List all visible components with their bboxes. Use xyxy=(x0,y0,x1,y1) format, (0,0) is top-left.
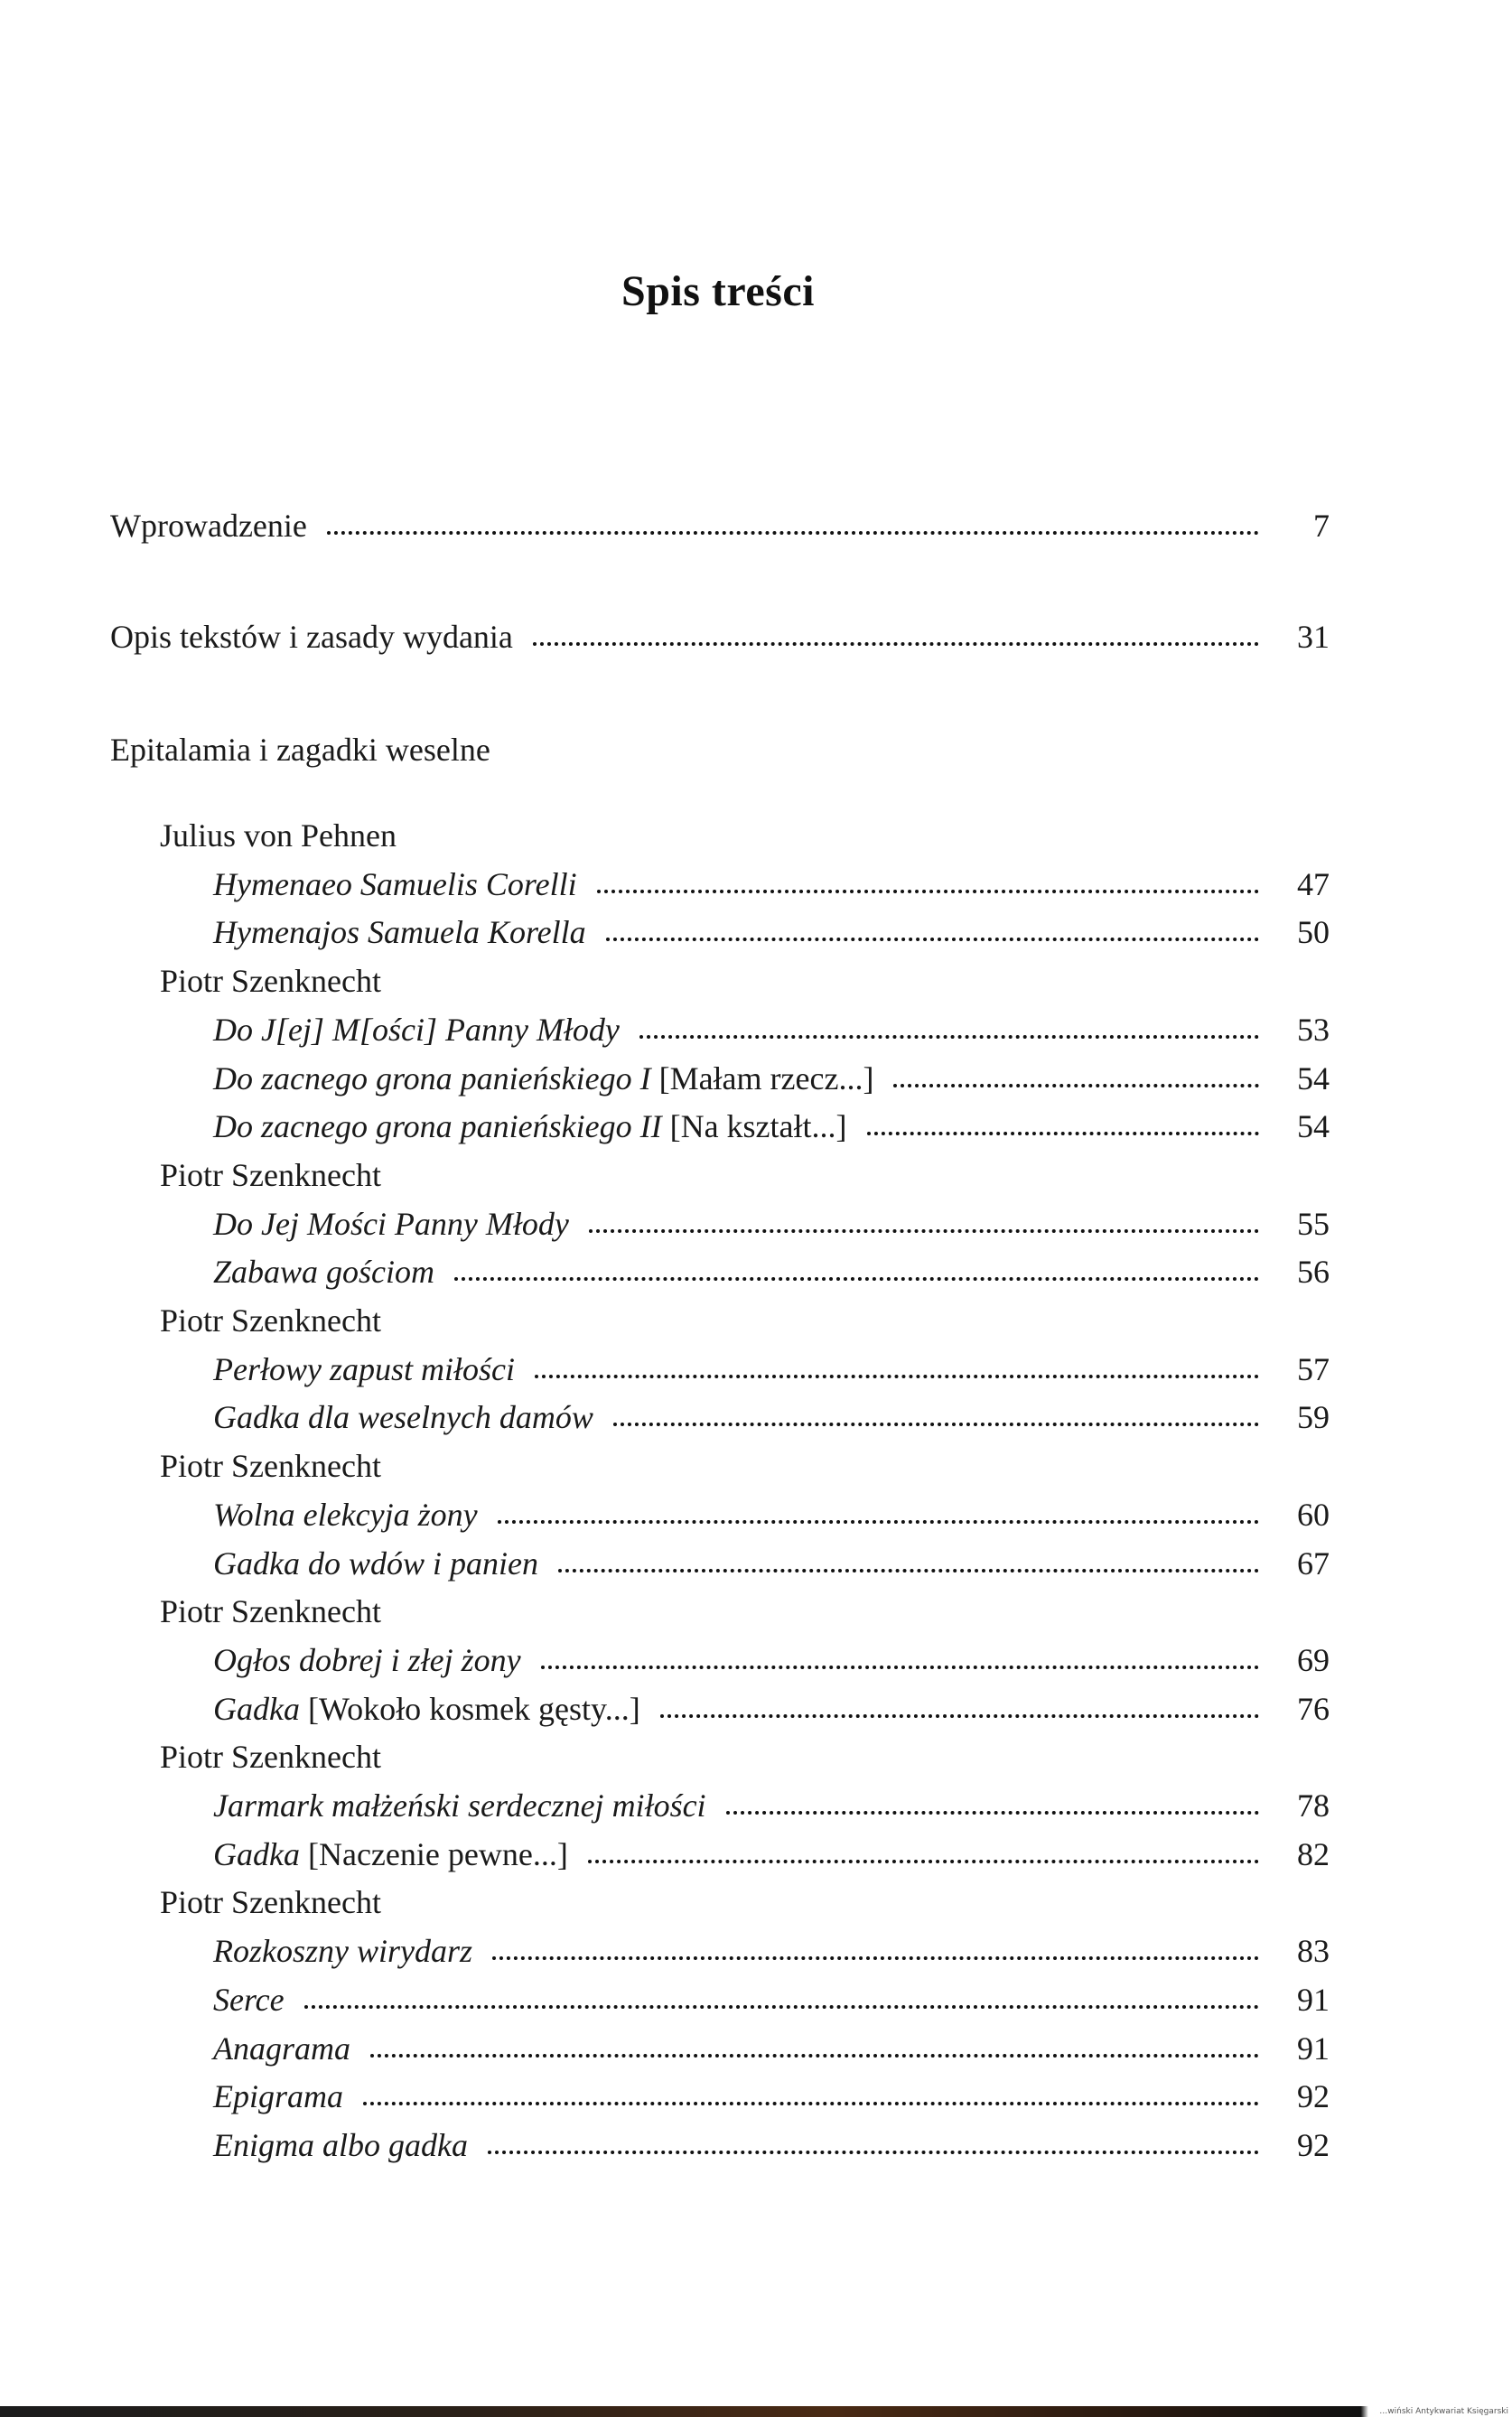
toc-label xyxy=(0,1975,285,2024)
toc-entry[interactable] xyxy=(0,1927,1512,1975)
page-number: 31 xyxy=(1297,619,1330,655)
toc-title: Piotr Szenknecht xyxy=(160,1739,381,1776)
toc-title: Epigrama xyxy=(213,2078,343,2115)
toc-label xyxy=(0,1539,538,1588)
toc-entry[interactable] xyxy=(0,1490,1512,1539)
toc-section xyxy=(0,725,1512,774)
toc-note: [Wokoło kosmek gęsty...] xyxy=(307,1690,640,1727)
dot-leader xyxy=(533,641,1259,646)
toc-entry[interactable] xyxy=(0,1781,1512,1830)
dot-leader xyxy=(327,530,1259,535)
toc-label xyxy=(0,1878,381,1927)
toc-label xyxy=(0,860,577,909)
toc-label xyxy=(0,1151,381,1199)
toc-label xyxy=(0,725,490,774)
dot-leader xyxy=(488,2150,1259,2154)
toc-entry[interactable] xyxy=(0,2121,1512,2170)
dot-leader xyxy=(660,1713,1259,1718)
toc-author xyxy=(0,1732,1512,1781)
toc-title: Gadka xyxy=(213,1835,300,1872)
toc-title: Piotr Szenknecht xyxy=(160,1448,381,1485)
toc-label xyxy=(0,2024,350,2073)
toc-title: Gadka do wdów i panien xyxy=(213,1544,538,1582)
toc-title: Epitalamia i zagadki weselne xyxy=(110,732,490,768)
page-number: 54 xyxy=(1297,1108,1330,1145)
toc-label xyxy=(0,1102,847,1151)
page-title: Spis treści xyxy=(621,267,815,315)
toc-author xyxy=(0,1587,1512,1636)
toc-title: Do zacnego grona panieńskiego II xyxy=(213,1108,662,1145)
dot-leader xyxy=(867,1131,1259,1135)
toc-entry[interactable] xyxy=(0,1005,1512,1054)
page-number: 76 xyxy=(1297,1690,1330,1727)
toc-label xyxy=(0,2121,468,2170)
page-number: 54 xyxy=(1297,1059,1330,1097)
toc-title: Wprowadzenie xyxy=(110,508,307,544)
page-number: 56 xyxy=(1297,1254,1330,1291)
toc-section[interactable] xyxy=(0,612,1512,661)
toc-title: Wolna elekcyja żony xyxy=(213,1496,478,1533)
toc-title: Piotr Szenknecht xyxy=(160,1593,381,1630)
toc-label xyxy=(0,1732,381,1781)
dot-leader xyxy=(613,1422,1259,1426)
toc-label xyxy=(0,1636,521,1684)
toc-title: Do J[ej] M[ości] Panny Młody xyxy=(213,1011,620,1048)
page-number: 78 xyxy=(1297,1787,1330,1824)
toc-title: Piotr Szenknecht xyxy=(160,1156,381,1193)
toc-entry[interactable] xyxy=(0,1345,1512,1394)
dot-leader xyxy=(454,1276,1259,1281)
watermark: …wiński Antykwariat Księgarski xyxy=(1379,2407,1508,2416)
dot-leader xyxy=(498,1519,1259,1524)
dot-leader xyxy=(535,1374,1259,1378)
dot-leader xyxy=(541,1665,1259,1669)
page-number: 57 xyxy=(1297,1350,1330,1387)
scan-edge-strip xyxy=(0,2406,1512,2417)
dot-leader xyxy=(363,2101,1259,2105)
dot-leader xyxy=(606,937,1259,941)
toc-entry[interactable] xyxy=(0,1247,1512,1296)
toc-title: Anagrama xyxy=(213,2030,350,2067)
dot-leader xyxy=(492,1955,1259,1960)
toc-title: Perłowy zapust miłości xyxy=(213,1350,515,1387)
toc-title: Serce xyxy=(213,1981,285,2018)
toc-title: Hymenaeo Samuelis Corelli xyxy=(213,865,577,902)
toc-entry[interactable] xyxy=(0,908,1512,957)
dot-leader xyxy=(558,1568,1259,1572)
toc-title: Enigma albo gadka xyxy=(213,2126,468,2163)
page-number: 60 xyxy=(1297,1496,1330,1533)
toc-author xyxy=(0,1296,1512,1345)
toc-entry[interactable] xyxy=(0,1199,1512,1248)
toc-label xyxy=(0,2072,343,2121)
dot-leader xyxy=(597,889,1259,893)
page-number: 91 xyxy=(1297,2030,1330,2067)
toc-label xyxy=(0,1490,478,1539)
toc-entry[interactable] xyxy=(0,1539,1512,1588)
toc-section[interactable] xyxy=(0,501,1512,550)
toc-title: Piotr Szenknecht xyxy=(160,1302,381,1339)
toc-label xyxy=(0,957,381,1005)
toc-entry[interactable] xyxy=(0,2024,1512,2073)
page-number: 67 xyxy=(1297,1544,1330,1582)
dot-leader xyxy=(726,1810,1259,1815)
toc-title: Do Jej Mości Panny Młody xyxy=(213,1205,569,1242)
toc-label xyxy=(0,908,586,957)
toc-label xyxy=(0,1345,515,1394)
dot-leader xyxy=(588,1859,1259,1863)
toc-note: [Małam rzecz...] xyxy=(658,1059,874,1097)
page-number: 69 xyxy=(1297,1641,1330,1678)
toc-label xyxy=(0,1393,593,1442)
dot-leader xyxy=(589,1228,1259,1233)
page-number: 59 xyxy=(1297,1399,1330,1436)
toc-author xyxy=(0,1151,1512,1199)
toc-label xyxy=(0,1442,381,1490)
toc-label xyxy=(0,1927,472,1975)
page-number: 50 xyxy=(1297,914,1330,951)
toc-entry[interactable] xyxy=(0,2072,1512,2121)
page-number: 7 xyxy=(1313,508,1330,544)
toc-note: [Na kształt...] xyxy=(669,1108,847,1145)
toc-title: Ogłos dobrej i złej żony xyxy=(213,1641,521,1678)
dot-leader xyxy=(304,2004,1259,2009)
dot-leader xyxy=(639,1034,1259,1039)
toc-label xyxy=(0,612,513,661)
toc-author xyxy=(0,1878,1512,1927)
page-number: 53 xyxy=(1297,1011,1330,1048)
toc-label xyxy=(0,1296,381,1345)
toc-entry[interactable] xyxy=(0,1636,1512,1684)
toc-entry[interactable] xyxy=(0,1393,1512,1442)
page-number: 92 xyxy=(1297,2078,1330,2115)
toc-label xyxy=(0,811,397,860)
toc-entry[interactable] xyxy=(0,1684,1512,1733)
toc-label xyxy=(0,1054,873,1103)
page-number: 83 xyxy=(1297,1933,1330,1970)
toc-label xyxy=(0,1781,706,1830)
toc-label xyxy=(0,1830,568,1879)
toc-label xyxy=(0,1587,381,1636)
page-number: 47 xyxy=(1297,865,1330,902)
dot-leader xyxy=(370,2053,1259,2058)
toc-title: Gadka dla weselnych damów xyxy=(213,1399,593,1436)
toc-label xyxy=(0,1005,620,1054)
toc-title: Hymenajos Samuela Korella xyxy=(213,914,586,951)
page-number: 82 xyxy=(1297,1835,1330,1872)
toc-title: Opis tekstów i zasady wydania xyxy=(110,619,513,655)
dot-leader xyxy=(893,1083,1259,1087)
toc-note: [Naczenie pewne...] xyxy=(307,1835,568,1872)
toc-title: Piotr Szenknecht xyxy=(160,1884,381,1921)
page-number: 91 xyxy=(1297,1981,1330,2018)
toc-label xyxy=(0,1684,640,1733)
page-number: 92 xyxy=(1297,2126,1330,2163)
toc-label xyxy=(0,501,307,550)
page-number: 55 xyxy=(1297,1205,1330,1242)
toc-entry[interactable] xyxy=(0,1054,1512,1103)
toc-label xyxy=(0,1247,434,1296)
toc-title: Do zacnego grona panieńskiego I xyxy=(213,1059,651,1097)
toc-title: Zabawa gościom xyxy=(213,1254,435,1291)
toc-title: Jarmark małżeński serdecznej miłości xyxy=(213,1787,706,1824)
toc-author xyxy=(0,957,1512,1005)
toc-entry[interactable] xyxy=(0,860,1512,909)
toc-title: Julius von Pehnen xyxy=(160,817,397,854)
toc-entry[interactable] xyxy=(0,1102,1512,1151)
toc-label xyxy=(0,1199,569,1248)
toc-author xyxy=(0,811,1512,860)
toc-title: Rozkoszny wirydarz xyxy=(213,1933,472,1970)
toc-entry[interactable] xyxy=(0,1830,1512,1879)
toc-title: Gadka xyxy=(213,1690,300,1727)
toc-author xyxy=(0,1442,1512,1490)
toc-title: Piotr Szenknecht xyxy=(160,963,381,1000)
toc-entry[interactable] xyxy=(0,1975,1512,2024)
